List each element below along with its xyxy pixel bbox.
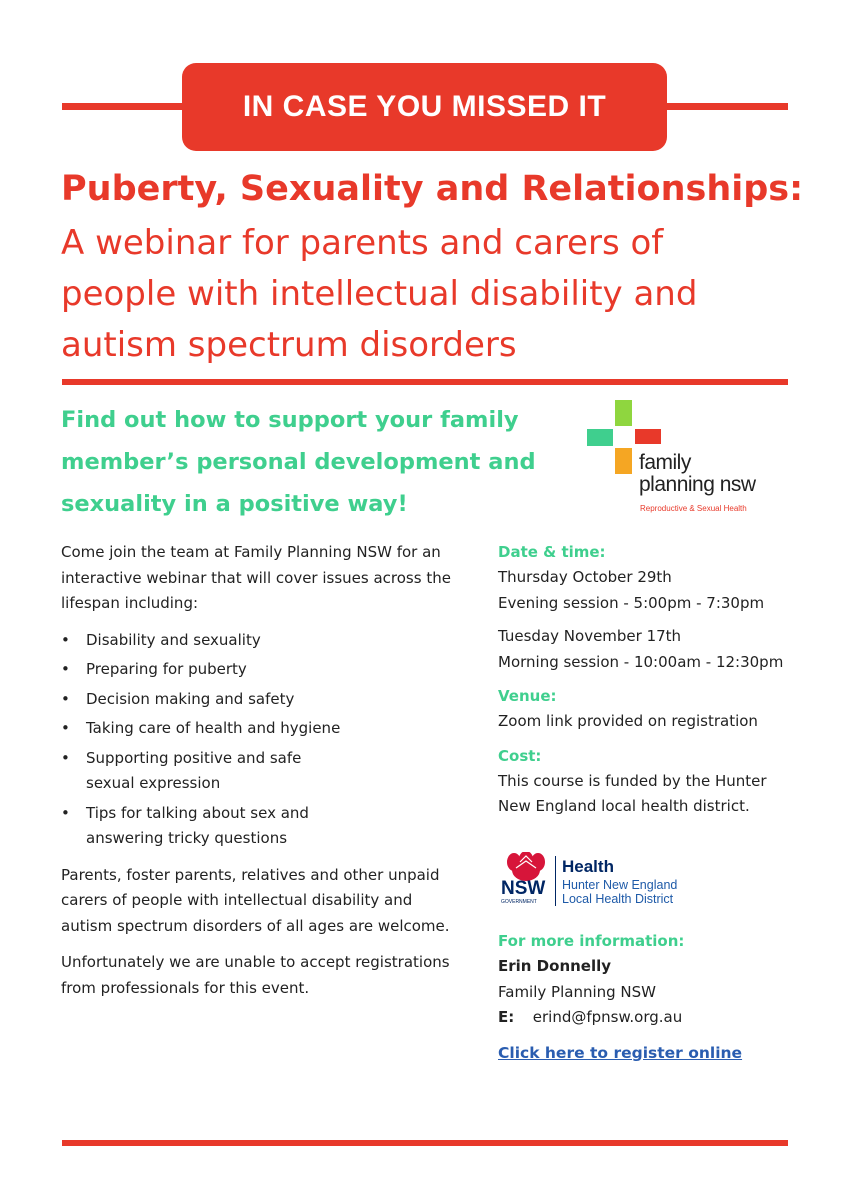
fp-logo-tagline: Reproductive & Sexual Health <box>640 504 747 513</box>
health-wordmark: Health <box>562 857 614 876</box>
topic-item: • Taking care of health and hygiene <box>61 716 481 742</box>
topic-item: • Tips for talking about sex and answering tricky questions <box>61 801 346 852</box>
cost-label: Cost: <box>498 746 542 765</box>
contact-name: Erin Donnelly <box>498 957 612 975</box>
contact-section <box>498 929 818 1066</box>
more-info-label: For more information: <box>498 932 685 950</box>
subtitle-line: A webinar for parents and carers of <box>61 223 664 263</box>
date-time-label: Date & time: <box>498 543 606 561</box>
topics-list <box>61 628 481 852</box>
topic-item: • Disability and sexuality <box>61 628 481 654</box>
contact-email-row <box>498 1005 818 1031</box>
family-planning-logo <box>585 400 785 520</box>
topic-item: • Supporting positive and safe sexual expression <box>61 746 326 797</box>
topic-item: • Decision making and safety <box>61 687 481 713</box>
tagline-line: member’s personal development and <box>61 449 536 475</box>
nsw-wordmark: NSW <box>501 878 546 899</box>
session1-date: Thursday October 29th <box>498 568 672 586</box>
fp-logo-line1: family <box>639 451 691 474</box>
register-link[interactable]: Click here to register online <box>498 1043 743 1062</box>
topic-item: • Preparing for puberty <box>61 657 481 683</box>
registration-note: Unfortunately we are unable to accept registrations from professionals for this event. <box>61 953 450 997</box>
title-rule <box>62 379 788 385</box>
tagline-line: Find out how to support your family <box>61 407 519 433</box>
venue-value: Zoom link provided on registration <box>498 712 758 730</box>
tagline-line: sexuality in a positive way! <box>61 491 408 517</box>
email-value[interactable]: erind@fpnsw.org.au <box>532 1008 683 1026</box>
district-line1: Hunter New England <box>562 878 678 892</box>
cost-value: This course is funded by the Hunter New England local health district. <box>498 771 767 815</box>
audience-paragraph: Parents, foster parents, relatives and other unpaid carers of people with intellectual disability and autism spectrum disorders of all ages are welcome. <box>61 865 450 935</box>
venue-label: Venue: <box>498 687 557 705</box>
session1-time: Evening session - 5:00pm - 7:30pm <box>498 593 765 612</box>
page-subtitle <box>61 218 801 371</box>
district-line2: Local Health District <box>562 892 674 906</box>
tagline <box>61 399 581 525</box>
email-label: E: <box>498 1008 515 1026</box>
page-title: Puberty, Sexuality and Relationships: <box>61 169 804 209</box>
details-section <box>498 540 818 820</box>
nsw-health-logo <box>500 852 730 912</box>
session2-date: Tuesday November 17th <box>498 627 682 645</box>
nsw-government-label: GOVERNMENT <box>501 899 537 905</box>
missed-it-banner: IN CASE YOU MISSED IT <box>182 63 667 151</box>
intro-paragraph: Come join the team at Family Planning NSW for an interactive webinar that will cover issues across the lifespan including: <box>61 543 451 612</box>
session2-time: Morning session - 10:00am - 12:30pm <box>498 652 784 671</box>
logo-divider <box>555 856 556 906</box>
contact-org: Family Planning NSW <box>498 982 656 1001</box>
subtitle-line: autism spectrum disorders <box>61 325 517 365</box>
intro-section <box>61 540 481 1001</box>
bottom-rule <box>62 1140 788 1146</box>
fp-logo-line2: planning nsw <box>639 473 756 496</box>
subtitle-line: people with intellectual disability and <box>61 274 698 314</box>
